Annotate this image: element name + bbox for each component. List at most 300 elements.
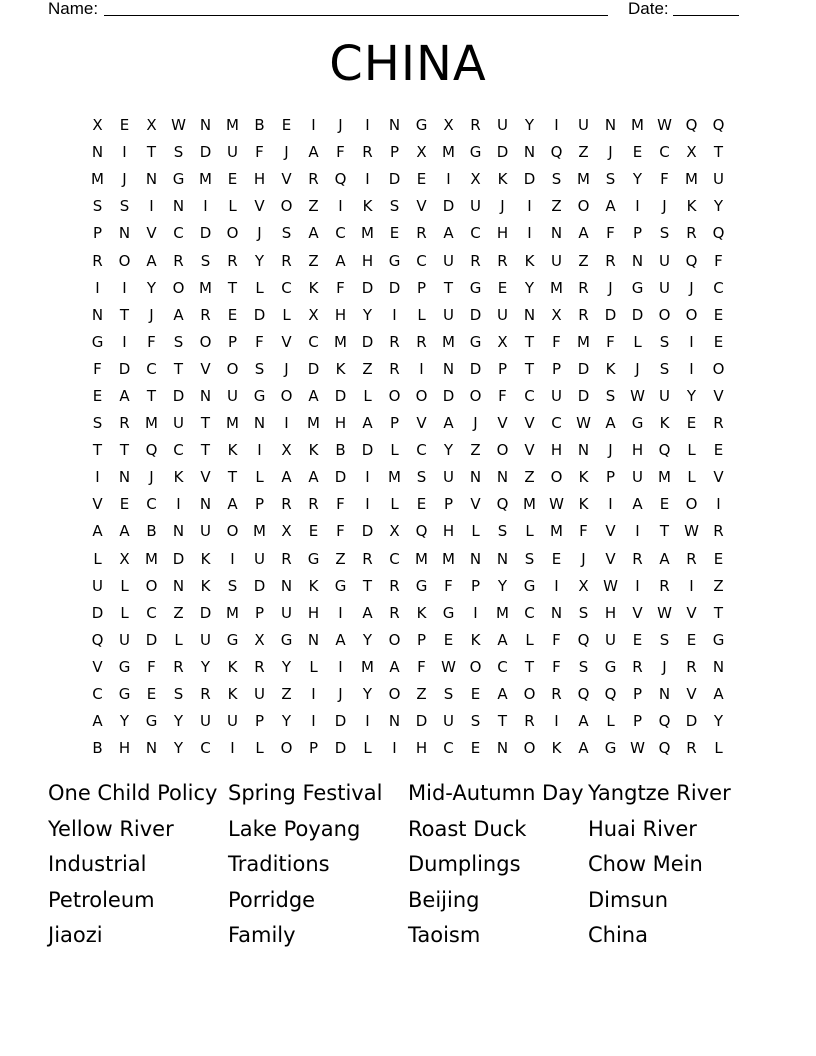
grid-letter: P xyxy=(416,630,427,649)
grid-letter: T xyxy=(713,143,724,162)
grid-letter: V xyxy=(524,414,535,433)
grid-letter: I xyxy=(527,224,532,243)
grid-letter: E xyxy=(659,495,670,514)
grid-letter: Q xyxy=(685,116,698,135)
grid-letter: R xyxy=(713,414,724,433)
grid-letter: S xyxy=(497,522,508,541)
grid-letter: I xyxy=(338,197,343,216)
grid-letter: D xyxy=(199,224,212,243)
grid-letter: L xyxy=(687,468,696,487)
grid-letter: N xyxy=(253,414,266,433)
grid-row xyxy=(84,573,732,600)
date-blank-line xyxy=(673,15,739,16)
grid-letter: J xyxy=(608,143,613,162)
grid-letter: U xyxy=(551,251,562,270)
grid-letter: Q xyxy=(712,116,725,135)
grid-letter: A xyxy=(632,495,643,514)
grid-letter: V xyxy=(200,359,211,378)
grid-letter: Z xyxy=(335,549,346,568)
grid-letter: Q xyxy=(91,630,104,649)
grid-letter: C xyxy=(416,251,427,270)
grid-letter: T xyxy=(146,143,157,162)
grid-letter: U xyxy=(227,712,238,731)
grid-letter: U xyxy=(578,116,589,135)
grid-letter: R xyxy=(416,224,427,243)
grid-letter: F xyxy=(417,657,426,676)
grid-letter: N xyxy=(442,359,455,378)
grid-letter: W xyxy=(684,522,699,541)
grid-letter: F xyxy=(336,522,345,541)
grid-letter: D xyxy=(415,712,428,731)
grid-letter: O xyxy=(199,332,212,351)
grid-row xyxy=(84,708,732,735)
grid-letter: U xyxy=(227,143,238,162)
grid-letter: G xyxy=(91,332,104,351)
grid-letter: Z xyxy=(308,251,319,270)
grid-letter: K xyxy=(524,251,535,270)
grid-letter: Y xyxy=(686,386,697,405)
grid-letter: I xyxy=(149,197,154,216)
grid-letter: U xyxy=(92,576,103,595)
grid-letter: M xyxy=(145,549,158,568)
grid-letter: J xyxy=(581,549,586,568)
grid-letter: W xyxy=(630,739,645,758)
grid-row xyxy=(84,275,732,302)
grid-letter: I xyxy=(365,468,370,487)
grid-letter: J xyxy=(257,224,262,243)
grid-letter: N xyxy=(496,549,509,568)
grid-letter: T xyxy=(200,414,211,433)
grid-letter: D xyxy=(334,386,347,405)
grid-letter: U xyxy=(713,170,724,189)
grid-letter: D xyxy=(334,712,347,731)
grid-letter: G xyxy=(712,630,725,649)
grid-letter: V xyxy=(632,603,643,622)
grid-letter: O xyxy=(712,359,725,378)
grid-letter: N xyxy=(631,251,644,270)
grid-letter: F xyxy=(606,224,615,243)
grid-row xyxy=(84,139,732,166)
word-bank-item: Industrial xyxy=(48,852,147,877)
grid-letter: T xyxy=(524,359,535,378)
grid-letter: U xyxy=(119,630,130,649)
grid-letter: I xyxy=(554,116,559,135)
grid-letter: D xyxy=(442,386,455,405)
grid-letter: K xyxy=(335,359,346,378)
grid-letter: I xyxy=(284,414,289,433)
grid-letter: Y xyxy=(713,197,724,216)
grid-letter: D xyxy=(199,143,212,162)
grid-letter: D xyxy=(334,468,347,487)
grid-letter: C xyxy=(200,739,211,758)
grid-letter: F xyxy=(444,576,453,595)
grid-letter: T xyxy=(173,359,184,378)
grid-letter: D xyxy=(361,522,374,541)
grid-row xyxy=(84,491,732,518)
grid-row xyxy=(84,247,732,274)
grid-letter: J xyxy=(662,197,667,216)
grid-letter: C xyxy=(524,603,535,622)
grid-letter: R xyxy=(389,359,400,378)
grid-letter: H xyxy=(415,739,428,758)
grid-letter: F xyxy=(552,657,561,676)
grid-letter: O xyxy=(226,522,239,541)
word-bank-item: Spring Festival xyxy=(228,781,383,805)
grid-letter: Y xyxy=(362,305,373,324)
grid-letter: R xyxy=(416,332,427,351)
grid-letter: M xyxy=(442,143,455,162)
grid-letter: D xyxy=(172,549,185,568)
grid-row xyxy=(84,329,732,356)
grid-letter: O xyxy=(523,739,536,758)
grid-letter: M xyxy=(442,332,455,351)
grid-letter: K xyxy=(308,576,319,595)
grid-letter: T xyxy=(659,522,670,541)
grid-letter: I xyxy=(122,278,127,297)
grid-letter: M xyxy=(577,332,590,351)
grid-letter: R xyxy=(254,657,265,676)
grid-letter: R xyxy=(470,116,481,135)
grid-letter: N xyxy=(658,685,671,704)
grid-letter: I xyxy=(554,712,559,731)
grid-letter: M xyxy=(685,170,698,189)
grid-letter: I xyxy=(716,495,721,514)
grid-letter: P xyxy=(416,278,427,297)
grid-letter: K xyxy=(578,495,589,514)
grid-letter: P xyxy=(632,685,643,704)
grid-letter: N xyxy=(118,224,131,243)
grid-letter: N xyxy=(280,576,293,595)
grid-letter: N xyxy=(172,576,185,595)
grid-letter: I xyxy=(176,495,181,514)
grid-letter: I xyxy=(635,576,640,595)
grid-letter: M xyxy=(496,603,509,622)
grid-letter: T xyxy=(497,712,508,731)
grid-letter: E xyxy=(146,685,157,704)
grid-letter: N xyxy=(199,386,212,405)
grid-letter: M xyxy=(361,224,374,243)
grid-letter: A xyxy=(92,522,103,541)
grid-letter: P xyxy=(389,143,400,162)
grid-letter: L xyxy=(309,657,318,676)
grid-letter: I xyxy=(311,116,316,135)
grid-letter: E xyxy=(713,305,724,324)
grid-letter: G xyxy=(631,414,644,433)
grid-letter: U xyxy=(443,468,454,487)
grid-letter: T xyxy=(119,305,130,324)
grid-letter: U xyxy=(470,197,481,216)
grid-letter: J xyxy=(689,278,694,297)
grid-letter: F xyxy=(93,359,102,378)
grid-letter: E xyxy=(551,549,562,568)
grid-letter: Z xyxy=(713,576,724,595)
grid-letter: Z xyxy=(578,251,589,270)
grid-letter: P xyxy=(227,332,238,351)
grid-letter: K xyxy=(497,170,508,189)
grid-letter: M xyxy=(226,116,239,135)
grid-letter: O xyxy=(280,386,293,405)
grid-letter: Z xyxy=(362,359,373,378)
grid-letter: G xyxy=(415,116,428,135)
word-bank-item: Chow Mein xyxy=(588,852,703,877)
grid-letter: I xyxy=(122,143,127,162)
grid-letter: Y xyxy=(497,576,508,595)
grid-letter: X xyxy=(146,116,157,135)
name-blank-line xyxy=(104,15,608,16)
grid-letter: M xyxy=(91,170,104,189)
grid-letter: U xyxy=(659,386,670,405)
grid-letter: L xyxy=(633,332,642,351)
grid-letter: D xyxy=(388,278,401,297)
grid-letter: O xyxy=(172,278,185,297)
grid-letter: D xyxy=(685,712,698,731)
grid-letter: L xyxy=(417,305,426,324)
grid-letter: E xyxy=(119,116,130,135)
grid-letter: D xyxy=(604,305,617,324)
grid-letter: A xyxy=(578,224,589,243)
grid-letter: H xyxy=(442,522,455,541)
word-bank-item: Petroleum xyxy=(48,887,155,912)
grid-letter: K xyxy=(173,468,184,487)
grid-letter: V xyxy=(524,441,535,460)
grid-letter: N xyxy=(523,143,536,162)
grid-letter: C xyxy=(713,278,724,297)
grid-letter: A xyxy=(335,630,346,649)
grid-letter: O xyxy=(685,305,698,324)
grid-letter: G xyxy=(145,712,158,731)
grid-letter: Y xyxy=(362,630,373,649)
grid-letter: Q xyxy=(712,224,725,243)
grid-letter: E xyxy=(308,522,319,541)
grid-letter: K xyxy=(659,414,670,433)
grid-letter: X xyxy=(470,170,481,189)
grid-letter: H xyxy=(118,739,131,758)
grid-letter: M xyxy=(658,468,671,487)
grid-letter: K xyxy=(227,441,238,460)
word-bank-item: Family xyxy=(228,923,296,948)
grid-letter: N xyxy=(91,143,104,162)
grid-letter: H xyxy=(334,414,347,433)
grid-letter: A xyxy=(443,224,454,243)
grid-letter: M xyxy=(361,657,374,676)
grid-letter: K xyxy=(416,603,427,622)
grid-letter: G xyxy=(469,332,482,351)
grid-letter: K xyxy=(200,549,211,568)
grid-letter: V xyxy=(146,224,157,243)
grid-letter: D xyxy=(91,603,104,622)
grid-letter: Z xyxy=(416,685,427,704)
grid-letter: S xyxy=(443,685,454,704)
grid-letter: V xyxy=(713,468,724,487)
grid-letter: C xyxy=(659,143,670,162)
grid-letter: O xyxy=(280,739,293,758)
grid-letter: C xyxy=(416,441,427,460)
grid-letter: S xyxy=(659,630,670,649)
grid-letter: L xyxy=(228,197,237,216)
grid-row xyxy=(84,383,732,410)
grid-letter: A xyxy=(119,386,130,405)
grid-letter: D xyxy=(361,441,374,460)
grid-letter: G xyxy=(334,576,347,595)
grid-letter: L xyxy=(255,278,264,297)
grid-letter: R xyxy=(713,522,724,541)
grid-letter: T xyxy=(524,332,535,351)
grid-letter: N xyxy=(307,630,320,649)
grid-letter: J xyxy=(662,657,667,676)
grid-letter: F xyxy=(336,495,345,514)
grid-letter: R xyxy=(200,305,211,324)
worksheet-header xyxy=(48,0,748,20)
grid-letter: F xyxy=(147,657,156,676)
word-bank-item: Porridge xyxy=(228,887,316,912)
grid-letter: U xyxy=(605,630,616,649)
grid-letter: S xyxy=(254,359,265,378)
grid-letter: U xyxy=(443,251,454,270)
grid-letter: B xyxy=(146,522,157,541)
grid-row xyxy=(84,600,732,627)
grid-row xyxy=(84,356,732,383)
grid-letter: O xyxy=(577,197,590,216)
grid-letter: J xyxy=(149,468,154,487)
grid-letter: D xyxy=(496,143,509,162)
grid-row xyxy=(84,410,732,437)
grid-letter: M xyxy=(631,116,644,135)
grid-letter: Z xyxy=(524,468,535,487)
word-bank-item: Yellow River xyxy=(48,816,174,841)
grid-letter: Q xyxy=(604,685,617,704)
grid-letter: J xyxy=(608,441,613,460)
grid-letter: A xyxy=(578,712,589,731)
grid-letter: A xyxy=(335,251,346,270)
grid-letter: R xyxy=(281,549,292,568)
grid-letter: S xyxy=(281,224,292,243)
grid-letter: M xyxy=(442,549,455,568)
grid-letter: S xyxy=(173,685,184,704)
grid-letter: A xyxy=(578,739,589,758)
grid-letter: I xyxy=(230,739,235,758)
grid-letter: N xyxy=(550,224,563,243)
grid-letter: I xyxy=(392,739,397,758)
grid-letter: K xyxy=(227,685,238,704)
grid-letter: L xyxy=(255,468,264,487)
grid-letter: H xyxy=(307,603,320,622)
grid-letter: P xyxy=(254,495,265,514)
grid-letter: C xyxy=(146,603,157,622)
grid-letter: J xyxy=(284,359,289,378)
grid-letter: W xyxy=(549,495,564,514)
grid-letter: J xyxy=(284,143,289,162)
grid-letter: R xyxy=(686,549,697,568)
grid-letter: Q xyxy=(685,251,698,270)
grid-letter: S xyxy=(470,712,481,731)
grid-letter: P xyxy=(632,712,643,731)
grid-letter: F xyxy=(255,143,264,162)
grid-letter: U xyxy=(281,603,292,622)
grid-letter: I xyxy=(95,468,100,487)
grid-letter: I xyxy=(689,359,694,378)
grid-letter: L xyxy=(363,739,372,758)
grid-letter: U xyxy=(200,522,211,541)
grid-letter: I xyxy=(689,576,694,595)
grid-letter: Z xyxy=(308,197,319,216)
grid-letter: A xyxy=(605,197,616,216)
grid-letter: Y xyxy=(524,116,535,135)
grid-letter: C xyxy=(389,549,400,568)
grid-letter: U xyxy=(551,386,562,405)
grid-letter: E xyxy=(713,549,724,568)
grid-letter: S xyxy=(578,657,589,676)
grid-letter: N xyxy=(550,603,563,622)
word-search-grid xyxy=(84,112,732,762)
word-bank-item: Huai River xyxy=(588,816,697,841)
grid-letter: Q xyxy=(550,143,563,162)
grid-letter: R xyxy=(389,332,400,351)
grid-letter: I xyxy=(311,685,316,704)
grid-letter: U xyxy=(443,305,454,324)
grid-letter: Y xyxy=(254,251,265,270)
grid-letter: I xyxy=(257,441,262,460)
grid-letter: D xyxy=(172,386,185,405)
grid-letter: S xyxy=(605,386,616,405)
grid-letter: Z xyxy=(470,441,481,460)
grid-row xyxy=(84,437,732,464)
grid-row xyxy=(84,681,732,708)
grid-letter: F xyxy=(579,522,588,541)
grid-letter: K xyxy=(308,278,319,297)
grid-letter: F xyxy=(714,251,723,270)
grid-letter: D xyxy=(253,305,266,324)
grid-letter: I xyxy=(365,170,370,189)
grid-letter: M xyxy=(550,278,563,297)
grid-letter: D xyxy=(361,278,374,297)
grid-letter: A xyxy=(119,522,130,541)
grid-letter: V xyxy=(470,495,481,514)
grid-letter: W xyxy=(441,657,456,676)
grid-letter: N xyxy=(604,116,617,135)
grid-letter: X xyxy=(119,549,130,568)
grid-letter: I xyxy=(689,332,694,351)
grid-letter: D xyxy=(631,305,644,324)
grid-letter: K xyxy=(605,359,616,378)
word-bank-item: Beijing xyxy=(408,887,480,912)
grid-letter: Q xyxy=(496,495,509,514)
grid-letter: S xyxy=(173,332,184,351)
grid-letter: K xyxy=(227,657,238,676)
grid-letter: P xyxy=(389,414,400,433)
grid-letter: T xyxy=(713,603,724,622)
grid-letter: F xyxy=(336,143,345,162)
grid-row xyxy=(84,627,732,654)
grid-letter: C xyxy=(524,386,535,405)
grid-letter: J xyxy=(635,359,640,378)
grid-letter: E xyxy=(227,170,238,189)
grid-letter: O xyxy=(658,305,671,324)
grid-letter: U xyxy=(659,278,670,297)
grid-letter: M xyxy=(226,414,239,433)
grid-letter: O xyxy=(685,495,698,514)
grid-letter: A xyxy=(362,414,373,433)
grid-letter: S xyxy=(605,170,616,189)
grid-letter: C xyxy=(281,278,292,297)
grid-letter: L xyxy=(525,522,534,541)
grid-letter: P xyxy=(92,224,103,243)
grid-letter: D xyxy=(469,359,482,378)
grid-letter: L xyxy=(687,441,696,460)
grid-letter: R xyxy=(686,739,697,758)
grid-letter: W xyxy=(657,116,672,135)
grid-letter: N xyxy=(199,116,212,135)
grid-letter: E xyxy=(281,116,292,135)
